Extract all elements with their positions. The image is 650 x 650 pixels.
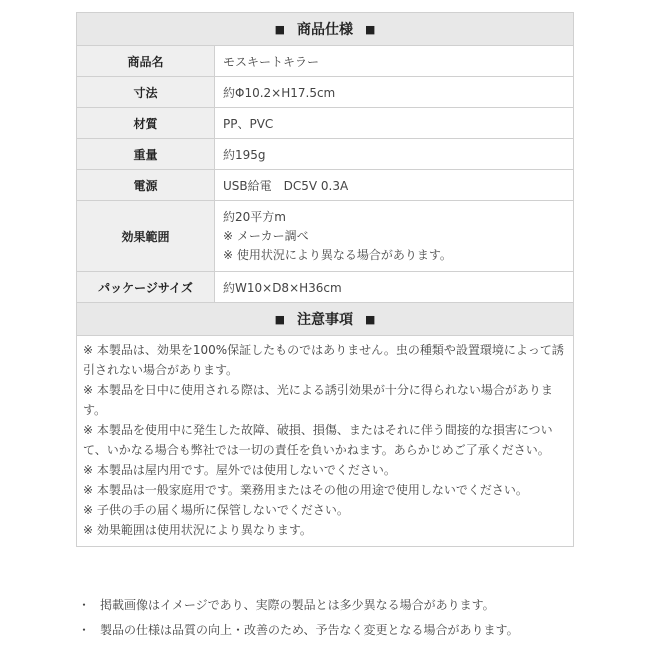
spec-table	[76, 12, 574, 547]
caution-note: ※ 本製品を日中に使用される際は、光による誘引効果が十分に得られない場合があります。	[83, 383, 553, 417]
footer-note	[78, 592, 578, 617]
caution-note: ※ 効果範囲は使用状況により異なります。	[83, 523, 312, 537]
caution-note: ※ 本製品は一般家庭用です。業務用またはその他の用途で使用しないでください。	[83, 483, 528, 497]
spec-row-dimensions	[77, 77, 573, 108]
caution-notes	[77, 336, 573, 546]
spec-label: 材質	[77, 108, 215, 138]
caution-note: ※ 本製品は屋内用です。屋外では使用しないでください。	[83, 463, 396, 477]
footer-note-text: 掲載画像はイメージであり、実際の製品とは多少異なる場合があります。	[100, 598, 495, 612]
caution-note: ※ 子供の手の届く場所に保管しないでください。	[83, 503, 349, 517]
spec-row-effective-range	[77, 201, 573, 272]
square-marker-icon: ■	[365, 312, 376, 326]
caution-note: ※ 本製品を使用中に発生した故障、破損、損傷、またはそれに伴う間接的な損害について、いかなる場合も弊社では一切の責任を負いかねます。あらかじめご了承ください。	[83, 423, 553, 457]
square-marker-icon: ■	[274, 312, 285, 326]
spec-value	[215, 139, 573, 169]
square-marker-icon: ■	[365, 22, 376, 36]
footer-note	[78, 617, 578, 642]
spec-value	[215, 170, 573, 200]
spec-value-line: 約Φ10.2×H17.5cm	[223, 85, 336, 100]
bullet-icon: ・	[78, 598, 91, 612]
spec-label: 電源	[77, 170, 215, 200]
spec-row-package-size	[77, 272, 573, 303]
spec-section-title: 商品仕様	[297, 22, 353, 38]
spec-row-power	[77, 170, 573, 201]
spec-row-product-name	[77, 46, 573, 77]
spec-value-line: USB給電 DC5V 0.3A	[223, 178, 349, 193]
caution-section-header	[77, 303, 573, 336]
spec-row-material	[77, 108, 573, 139]
spec-section-header	[77, 13, 573, 46]
spec-label: 寸法	[77, 77, 215, 107]
spec-label: 商品名	[77, 46, 215, 76]
spec-value	[215, 46, 573, 76]
spec-value-line: PP、PVC	[223, 116, 274, 131]
spec-value	[215, 201, 573, 271]
spec-value-line: 約195g	[223, 147, 266, 162]
caution-section-title: 注意事項	[297, 312, 353, 328]
spec-label: パッケージサイズ	[77, 272, 215, 302]
spec-value-line: 約20平方m	[223, 209, 286, 224]
spec-value	[215, 108, 573, 138]
spec-value	[215, 272, 573, 302]
spec-value-line: ※ メーカー調べ	[223, 228, 309, 243]
spec-label: 効果範囲	[77, 201, 215, 271]
bullet-icon: ・	[78, 623, 91, 637]
spec-row-weight	[77, 139, 573, 170]
spec-value-line: 約W10×D8×H36cm	[223, 280, 342, 295]
spec-label: 重量	[77, 139, 215, 169]
spec-value-line: ※ 使用状況により異なる場合があります。	[223, 247, 452, 262]
square-marker-icon: ■	[274, 22, 285, 36]
footer-note-text: 製品の仕様は品質の向上・改善のため、予告なく変更となる場合があります。	[100, 623, 519, 637]
footer-notes	[78, 592, 578, 642]
caution-note: ※ 本製品は、効果を100%保証したものではありません。虫の種類や設置環境によって誘引されない場合があります。	[83, 343, 564, 377]
spec-value-line: モスキートキラー	[223, 54, 320, 69]
spec-value	[215, 77, 573, 107]
